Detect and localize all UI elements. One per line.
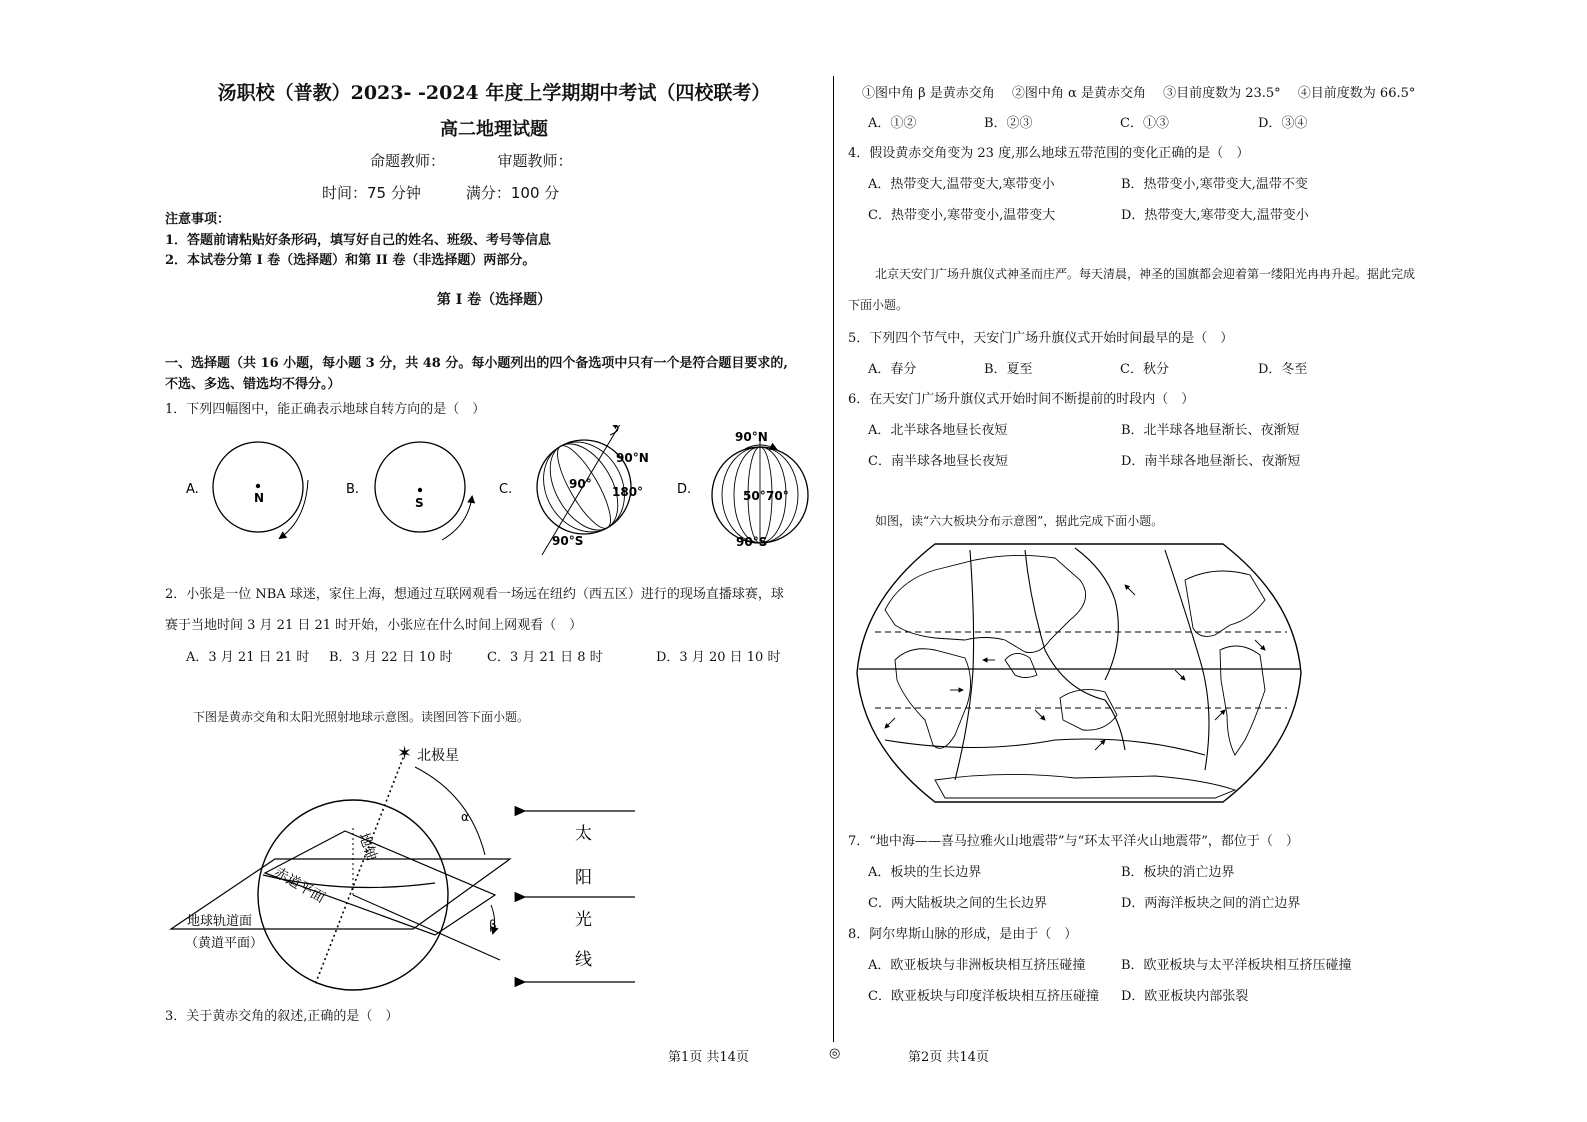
q7-option-c: C．两大陆板块之间的生长边界: [868, 896, 1047, 911]
q3-statements: ①图中角 β 是黄赤交角 ②图中角 α 是黄赤交角 ③目前度数为 23.5° ④目前度数为 66.5°: [862, 86, 1416, 101]
q6-option-b: B．北半球各地昼渐长、夜渐短: [1121, 423, 1300, 438]
map-frame: [857, 544, 1301, 802]
obliquity-figure: [165, 735, 645, 995]
q2-option-d: D．3 月 20 日 10 时: [656, 650, 781, 665]
fig-d-90n: 90°N: [735, 430, 768, 444]
q2-option-c: C．3 月 21 日 8 时: [487, 650, 603, 665]
q6-stem: 6．在天安门广场升旗仪式开始时间不断提前的时段内（ ）: [848, 392, 1195, 407]
q8-option-c: C．欧亚板块与印度洋板块相互挤压碰撞: [868, 989, 1099, 1004]
alpha-label: α: [461, 810, 469, 824]
polaris-star-icon: ✶: [397, 743, 413, 764]
q7-option-d: D．两海洋板块之间的消亡边界: [1121, 896, 1301, 911]
q6-option-c: C．南半球各地昼长夜短: [868, 454, 1008, 469]
sun-char: 光: [575, 910, 592, 930]
figure-intro: 下图是黄赤交角和太阳光照射地球示意图。读图回答下面小题。: [193, 710, 530, 724]
exam-title: 汤职校（普教）2023- -2024 年度上学期期中考试（四校联考）: [217, 82, 771, 104]
q1-label-c: C.: [499, 482, 513, 497]
q4-option-d: D．热带变大,寒带变大,温带变小: [1121, 208, 1309, 223]
fig-c-90: 90°: [569, 477, 592, 491]
notes-heading: 注意事项：: [165, 212, 231, 227]
q3-option-b: B．②③: [984, 116, 1033, 131]
q1-figures: [180, 425, 820, 555]
alpha-arc: [415, 767, 485, 855]
sun-char: 阳: [575, 868, 592, 888]
fig-c-90n: 90°N: [616, 451, 649, 465]
q1-label-b: B.: [346, 482, 360, 497]
fig-c-90s: 90°S: [552, 534, 584, 548]
q8-stem: 8．阿尔卑斯山脉的形成，是由于（ ）: [848, 927, 1078, 942]
q7-option-a: A．板块的生长边界: [868, 865, 982, 880]
page-number-left: 第1页 共14页: [668, 1050, 749, 1065]
q7-stem: 7．“地中海——喜马拉雅火山地震带”与“环太平洋火山地震带”，都位于（ ）: [848, 834, 1299, 849]
teachers-line: 命题教师： 审题教师：: [370, 152, 573, 170]
q3-option-c: C．①③: [1120, 116, 1169, 131]
fig-d-70: 70°: [766, 489, 789, 503]
map-intro: 如图，读“六大板块分布示意图”，据此完成下面小题。: [875, 514, 1164, 528]
q1-label-d: D.: [677, 482, 692, 497]
page-number-right: 第2页 共14页: [908, 1050, 989, 1065]
q4-option-c: C．热带变小,寒带变小,温带变大: [868, 208, 1056, 223]
axis-label: 地轴: [355, 830, 380, 863]
q5-option-a: A．春分: [868, 362, 917, 377]
globe-b: [375, 442, 465, 532]
q8-option-a: A．欧亚板块与非洲板块相互挤压碰撞: [868, 958, 1086, 973]
orbit-label-2: （黄道平面）: [185, 936, 264, 951]
q3-stem: 3．关于黄赤交角的叙述,正确的是（ ）: [165, 1009, 399, 1024]
q3-option-d: D．③④: [1258, 116, 1308, 131]
q2-option-b: B．3 月 22 日 10 时: [329, 650, 453, 665]
note-item: 2．本试卷分第 I 卷（选择题）和第 II 卷（非选择题）两部分。: [165, 253, 536, 268]
sun-char: 线: [575, 950, 592, 970]
intro-q5-6: 北京天安门广场升旗仪式神圣而庄严。每天清晨，神圣的国旗都会迎着第一缕阳光冉冉升起。据此完成: [875, 267, 1416, 281]
sun-char: 太: [575, 824, 592, 844]
rotation-arrow-a: [280, 480, 308, 538]
q2-option-a: A．3 月 21 日 21 时: [186, 650, 310, 665]
q4-option-b: B．热带变小,寒带变大,温带不变: [1121, 177, 1308, 192]
q8-option-d: D．欧亚板块内部张裂: [1121, 989, 1249, 1004]
q2-stem-cont: 赛于当地时间 3 月 21 日 21 时开始，小张应在什么时间上网观看（ ）: [165, 618, 583, 633]
q3-option-a: A．①②: [868, 116, 917, 131]
q7-option-b: B．板块的消亡边界: [1121, 865, 1235, 880]
q8-option-b: B．欧亚板块与太平洋板块相互挤压碰撞: [1121, 958, 1352, 973]
q5-option-d: D．冬至: [1258, 362, 1308, 377]
q4-option-a: A．热带变大,温带变大,寒带变小: [868, 177, 1055, 192]
q6-option-a: A．北半球各地昼长夜短: [868, 423, 1008, 438]
q1-stem: 1．下列四幅图中，能正确表示地球自转方向的是（ ）: [165, 402, 486, 417]
part1-title: 第 I 卷（选择题）: [436, 292, 552, 308]
section-instructions-cont: 不选、多选、错选均不得分。）: [165, 377, 341, 392]
fig-d-90s: 90°S: [736, 535, 768, 549]
note-item: 1．答题前请粘贴好条形码，填写好自己的姓名、班级、考号等信息: [165, 233, 552, 248]
fig-c-180: 180°: [612, 485, 644, 499]
polaris-label: 北极星: [417, 748, 459, 764]
pole-n-label: N: [254, 491, 265, 505]
exam-subtitle: 高二地理试题: [440, 119, 548, 140]
fig-d-50: 50°: [743, 489, 766, 503]
column-divider: [833, 76, 834, 1042]
q1-label-a: A.: [186, 482, 199, 497]
intro-q5-6-cont: 下面小题。: [848, 298, 909, 312]
q6-option-d: D．南半球各地昼渐长、夜渐短: [1121, 454, 1301, 469]
q5-option-b: B．夏至: [984, 362, 1033, 377]
footer-mark: ◎: [829, 1046, 841, 1061]
q5-option-c: C．秋分: [1120, 362, 1169, 377]
plate-map: [855, 540, 1305, 806]
earth-axis: [315, 753, 405, 985]
equator-plane-label: 赤道平面: [271, 864, 328, 907]
section-instructions: 一、选择题（共 16 小题，每小题 3 分，共 48 分。每小题列出的四个备选项中只有一个是符合题目要求的,: [165, 356, 788, 371]
orbit-label: 地球轨道面: [187, 914, 253, 929]
beta-label: β: [489, 918, 497, 932]
q2-stem: 2．小张是一位 NBA 球迷，家住上海，想通过互联网观看一场远在纽约（西五区）进行的现场直播球赛，球: [165, 587, 784, 602]
rotation-arrow-b: [442, 497, 472, 540]
q5-stem: 5．下列四个节气中，天安门广场升旗仪式开始时间最早的是（ ）: [848, 331, 1234, 346]
pole-s-label: S: [415, 496, 424, 510]
q4-stem: 4．假设黄赤交角变为 23 度,那么地球五带范围的变化正确的是（ ）: [848, 146, 1250, 161]
time-score-line: 时间：75 分钟 满分：100 分: [322, 184, 560, 202]
